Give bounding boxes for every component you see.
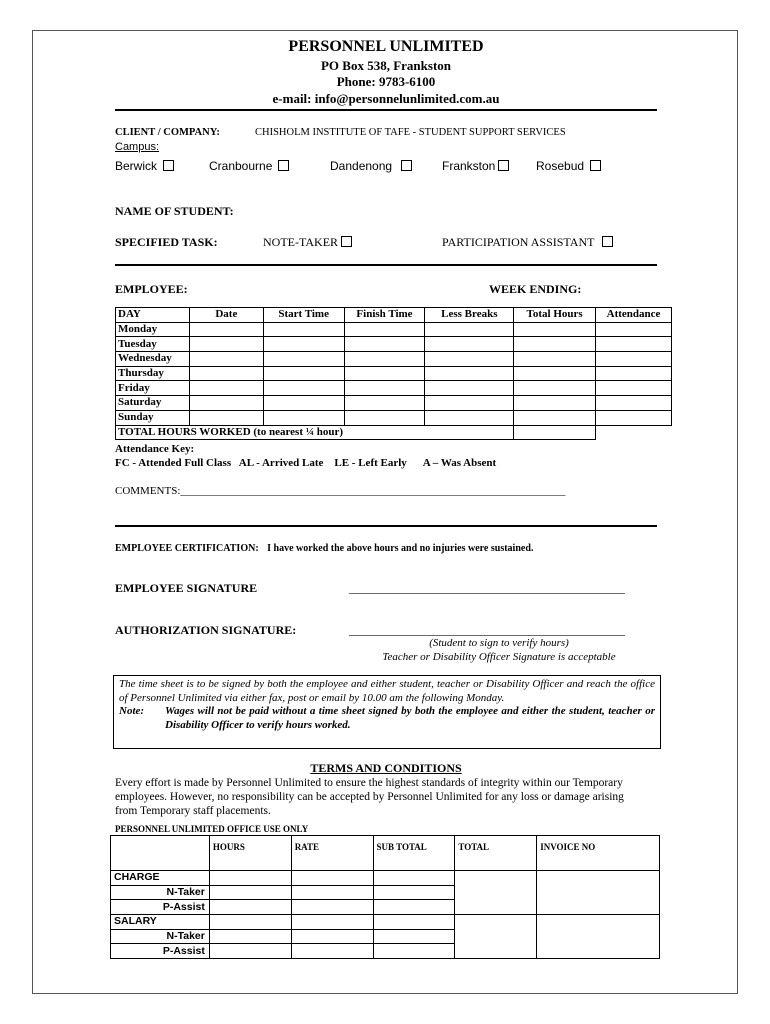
cell-input[interactable] bbox=[596, 410, 672, 425]
cell-input[interactable] bbox=[425, 381, 514, 396]
charge-p-assist-label: P-Assist bbox=[111, 900, 210, 915]
checkbox-icon[interactable] bbox=[278, 160, 289, 171]
attendance-key-title: Attendance Key: bbox=[115, 443, 195, 455]
cell-input[interactable] bbox=[189, 352, 263, 367]
day-cell: Sunday bbox=[116, 410, 190, 425]
notice-box bbox=[113, 675, 661, 749]
cell-input[interactable] bbox=[209, 885, 291, 900]
certification-label: EMPLOYEE CERTIFICATION: bbox=[115, 543, 259, 554]
cell-input[interactable] bbox=[209, 929, 291, 944]
cell-input[interactable] bbox=[344, 366, 425, 381]
header-divider bbox=[115, 109, 657, 111]
comments-label: COMMENTS: bbox=[115, 485, 181, 497]
col-attendance: Attendance bbox=[596, 308, 672, 323]
notice-note-label: Note: bbox=[119, 705, 145, 717]
cell-input[interactable] bbox=[344, 410, 425, 425]
comments-divider bbox=[115, 525, 657, 527]
checkbox-icon[interactable] bbox=[602, 236, 613, 247]
salary-total-input[interactable] bbox=[455, 915, 537, 959]
office-header-row bbox=[111, 836, 660, 871]
cell-input[interactable] bbox=[291, 900, 373, 915]
day-cell: Monday bbox=[116, 322, 190, 337]
campus-berwick[interactable] bbox=[115, 159, 174, 173]
table-row bbox=[116, 396, 672, 411]
cell-input[interactable] bbox=[209, 915, 291, 930]
cell-input[interactable] bbox=[189, 322, 263, 337]
client-value: CHISHOLM INSTITUTE OF TAFE - STUDENT SUPPORT SERVICES bbox=[255, 127, 566, 138]
col-day: DAY bbox=[116, 308, 190, 323]
col-sub-total: SUB TOTAL bbox=[373, 836, 455, 871]
cell-input[interactable] bbox=[344, 352, 425, 367]
cell-input[interactable] bbox=[263, 366, 344, 381]
cell-input[interactable] bbox=[209, 871, 291, 886]
total-hours-label: TOTAL HOURS WORKED (to nearest ¼ hour) bbox=[116, 425, 514, 440]
office-use-table bbox=[110, 835, 660, 959]
specified-task-label: SPECIFIED TASK: bbox=[115, 235, 218, 249]
cell-input[interactable] bbox=[263, 381, 344, 396]
checkbox-icon[interactable] bbox=[163, 160, 174, 171]
charge-invoice-input[interactable] bbox=[537, 871, 660, 915]
cell-input[interactable] bbox=[209, 900, 291, 915]
cell-input[interactable] bbox=[344, 322, 425, 337]
cell-input[interactable] bbox=[263, 322, 344, 337]
comments-field[interactable] bbox=[115, 485, 565, 497]
notice-note-text: Wages will not be paid without a time sheet signed by both the employee and either the student, teacher or Disability Officer to verify hours worked. bbox=[165, 705, 655, 731]
checkbox-icon[interactable] bbox=[590, 160, 601, 171]
timesheet-form bbox=[32, 30, 738, 994]
day-cell: Tuesday bbox=[116, 337, 190, 352]
company-name: PERSONNEL UNLIMITED bbox=[288, 38, 484, 55]
cell-input[interactable] bbox=[373, 929, 455, 944]
salary-label: SALARY bbox=[111, 915, 210, 930]
cell-input[interactable] bbox=[189, 381, 263, 396]
client-label: CLIENT / COMPANY: bbox=[115, 127, 220, 138]
campus-cranbourne-label: Cranbourne bbox=[209, 159, 273, 173]
campus-berwick-label: Berwick bbox=[115, 159, 158, 173]
cell-input[interactable] bbox=[514, 352, 596, 367]
cell-input[interactable] bbox=[373, 915, 455, 930]
campus-label: Campus: bbox=[115, 141, 160, 153]
attendance-key-line: FC - Attended Full Class AL - Arrived Late LE - Left Early A – Was Absent bbox=[115, 457, 497, 469]
cell-input[interactable] bbox=[344, 337, 425, 352]
table-row bbox=[116, 366, 672, 381]
employee-label: EMPLOYEE: bbox=[115, 282, 188, 296]
total-hours-row bbox=[116, 425, 672, 440]
week-ending-label: WEEK ENDING: bbox=[489, 282, 582, 296]
cell-input[interactable] bbox=[344, 381, 425, 396]
table-row bbox=[111, 915, 660, 930]
task-divider bbox=[115, 264, 657, 266]
cell-input[interactable] bbox=[425, 322, 514, 337]
table-row bbox=[116, 381, 672, 396]
cell-input[interactable] bbox=[514, 366, 596, 381]
terms-title: TERMS AND CONDITIONS bbox=[310, 761, 462, 775]
timesheet-table bbox=[115, 307, 672, 440]
day-cell: Thursday bbox=[116, 366, 190, 381]
terms-body: Every effort is made by Personnel Unlimited to ensure the highest standards of integrity within our Temporary employees. However, no responsibility can be accepted by Personnel Unlimited for any loss or damage arising from Temporary staff placements. bbox=[115, 777, 624, 817]
cell-input[interactable] bbox=[291, 944, 373, 959]
cell-input[interactable] bbox=[263, 396, 344, 411]
notice-text: The time sheet is to be signed by both the employee and either student, teacher or Disability Officer and reach the office of Personnel Unlimited via either fax, post or email by 10.00 am the following Monday. bbox=[119, 678, 655, 704]
col-invoice-no: INVOICE NO bbox=[537, 836, 660, 871]
office-use-title: PERSONNEL UNLIMITED OFFICE USE ONLY bbox=[115, 824, 309, 834]
certification-text: I have worked the above hours and no injuries were sustained. bbox=[267, 543, 534, 554]
cell-input[interactable] bbox=[596, 322, 672, 337]
cell-input[interactable] bbox=[425, 352, 514, 367]
cell-input[interactable] bbox=[291, 929, 373, 944]
charge-total-input[interactable] bbox=[455, 871, 537, 915]
cell-input[interactable] bbox=[596, 352, 672, 367]
cell-input[interactable] bbox=[373, 885, 455, 900]
company-email: e-mail: info@personnelunlimited.com.au bbox=[272, 91, 500, 106]
col-hours: HOURS bbox=[209, 836, 291, 871]
col-total: TOTAL bbox=[455, 836, 537, 871]
empty-cell bbox=[111, 836, 210, 871]
cell-input[interactable] bbox=[291, 915, 373, 930]
campus-rosebud[interactable] bbox=[536, 159, 601, 173]
cell-input[interactable] bbox=[425, 396, 514, 411]
cell-input[interactable] bbox=[263, 352, 344, 367]
campus-dandenong[interactable] bbox=[330, 159, 412, 173]
col-rate: RATE bbox=[291, 836, 373, 871]
checkbox-icon[interactable] bbox=[498, 160, 509, 171]
company-address: PO Box 538, Frankston bbox=[320, 58, 451, 73]
cell-input[interactable] bbox=[263, 410, 344, 425]
authorization-signature-label: AUTHORIZATION SIGNATURE: bbox=[115, 623, 297, 637]
checkbox-icon[interactable] bbox=[401, 160, 412, 171]
employee-certification bbox=[115, 543, 533, 554]
notice-note bbox=[119, 705, 655, 732]
task-participation-assistant[interactable] bbox=[442, 235, 613, 250]
employee-signature-label: EMPLOYEE SIGNATURE bbox=[115, 581, 258, 595]
table-row bbox=[116, 322, 672, 337]
day-cell: Wednesday bbox=[116, 352, 190, 367]
signature-note-student: (Student to sign to verify hours) bbox=[429, 637, 569, 649]
student-name-label: NAME OF STUDENT: bbox=[115, 204, 234, 218]
cell-input[interactable] bbox=[514, 322, 596, 337]
total-hours-input[interactable] bbox=[514, 425, 596, 440]
col-less-breaks: Less Breaks bbox=[425, 308, 514, 323]
cell-input[interactable] bbox=[291, 885, 373, 900]
charge-label: CHARGE bbox=[111, 871, 210, 886]
cell-input[interactable] bbox=[209, 944, 291, 959]
cell-input[interactable] bbox=[344, 396, 425, 411]
cell-input[interactable] bbox=[373, 871, 455, 886]
cell-input[interactable] bbox=[425, 410, 514, 425]
salary-n-taker-label: N-Taker bbox=[111, 929, 210, 944]
task-participation-label: PARTICIPATION ASSISTANT bbox=[442, 235, 595, 249]
authorization-signature-line[interactable]: ______________________________________________ bbox=[349, 623, 625, 637]
cell-input[interactable] bbox=[373, 900, 455, 915]
cell-input[interactable] bbox=[189, 337, 263, 352]
campus-frankston-label: Frankston bbox=[442, 159, 496, 173]
cell-input[interactable] bbox=[189, 366, 263, 381]
col-date: Date bbox=[189, 308, 263, 323]
campus-frankston[interactable] bbox=[442, 159, 509, 173]
cell-input[interactable] bbox=[596, 366, 672, 381]
campus-cranbourne[interactable] bbox=[209, 159, 289, 173]
campus-dandenong-label: Dandenong bbox=[330, 159, 393, 173]
cell-input[interactable] bbox=[425, 337, 514, 352]
table-row bbox=[116, 352, 672, 367]
cell-input[interactable] bbox=[189, 396, 263, 411]
col-start-time: Start Time bbox=[263, 308, 344, 323]
cell-input[interactable] bbox=[189, 410, 263, 425]
table-row bbox=[116, 410, 672, 425]
cell-input[interactable] bbox=[514, 396, 596, 411]
cell-input[interactable] bbox=[514, 410, 596, 425]
salary-invoice-input[interactable] bbox=[537, 915, 660, 959]
employee-signature-line[interactable]: ______________________________________________ bbox=[349, 581, 625, 595]
comments-line: ______________________________________________________________________ bbox=[180, 485, 566, 497]
campus-rosebud-label: Rosebud bbox=[536, 159, 585, 173]
task-note-taker-label: NOTE-TAKER bbox=[263, 235, 339, 249]
col-finish-time: Finish Time bbox=[344, 308, 425, 323]
col-total-hours: Total Hours bbox=[514, 308, 596, 323]
cell-input[interactable] bbox=[514, 337, 596, 352]
empty-cell bbox=[596, 425, 672, 440]
day-cell: Saturday bbox=[116, 396, 190, 411]
cell-input[interactable] bbox=[425, 366, 514, 381]
cell-input[interactable] bbox=[373, 944, 455, 959]
checkbox-icon[interactable] bbox=[341, 236, 352, 247]
day-cell: Friday bbox=[116, 381, 190, 396]
table-row bbox=[111, 871, 660, 886]
signature-note-teacher: Teacher or Disability Officer Signature is acceptable bbox=[382, 651, 616, 663]
charge-n-taker-label: N-Taker bbox=[111, 885, 210, 900]
cell-input[interactable] bbox=[263, 337, 344, 352]
cell-input[interactable] bbox=[291, 871, 373, 886]
cell-input[interactable] bbox=[514, 381, 596, 396]
timesheet-header-row bbox=[116, 308, 672, 323]
company-phone: Phone: 9783-6100 bbox=[336, 74, 436, 89]
salary-p-assist-label: P-Assist bbox=[111, 944, 210, 959]
cell-input[interactable] bbox=[596, 337, 672, 352]
cell-input[interactable] bbox=[596, 396, 672, 411]
cell-input[interactable] bbox=[596, 381, 672, 396]
table-row bbox=[116, 337, 672, 352]
task-note-taker[interactable] bbox=[263, 235, 352, 250]
